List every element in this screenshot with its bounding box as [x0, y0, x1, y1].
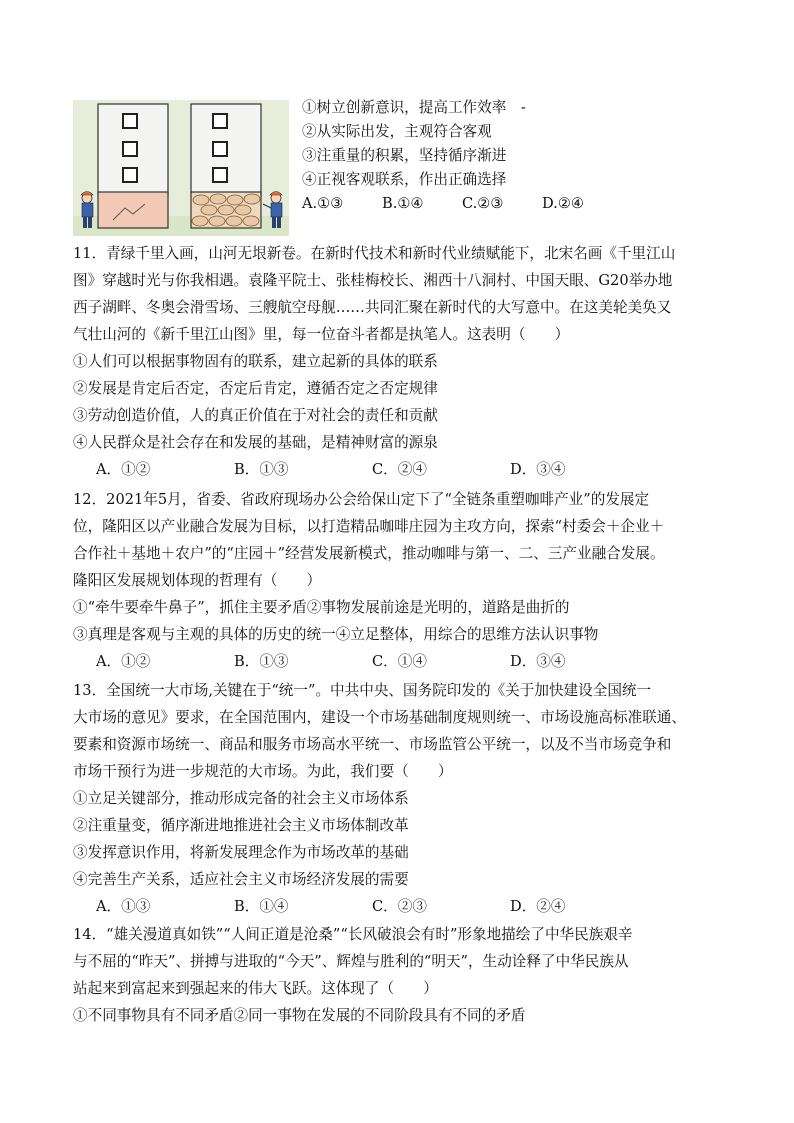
q13-stem: 市场干预行为进一步规范的大市场。为此，我们要（ ）: [73, 763, 453, 780]
q13-statement: ④完善生产关系，适应社会主义市场经济发展的需要: [73, 871, 409, 888]
option-d[interactable]: D．③④: [510, 461, 566, 478]
q13-stem: 13．全国统一大市场,关键在于“统一”。中共中央、国务院印发的《关于加快建设全国统一: [73, 682, 652, 699]
option-a[interactable]: A．①②: [96, 461, 151, 478]
q10-options: [302, 191, 622, 217]
option-d[interactable]: D．③④: [510, 653, 566, 670]
option-b[interactable]: B．①③: [234, 461, 289, 478]
q11-stem: 西子湖畔、冬奥会滑雪场、三艘航空母舰……共同汇聚在新时代的大写意中。在这美轮美奂又: [73, 299, 672, 316]
q14-stem: 站起来到富起来到强起来的伟大飞跃。这体现了（ ）: [73, 980, 438, 997]
q13-options: [96, 894, 648, 920]
q14-stem: 与不屈的“昨天”、拼搏与进取的“今天”、辉煌与胜利的“明天”，生动诠释了中华民族从: [73, 953, 629, 970]
q11-stem: 11．青绿千里入画，山河无垠新卷。在新时代技术和新时代业绩赋能下，北宋名画《千里江山: [73, 245, 676, 262]
q12-stem: 合作社＋基地＋农户”的“庄园＋”经营发展新模式，推动咖啡与第一、二、三产业融合发展。: [73, 545, 665, 562]
q12-stem: 12．2021年5月，省委、省政府现场办公会给保山定下了“全链条重塑咖啡产业”的发展定: [73, 491, 650, 508]
option-c[interactable]: C.②③: [462, 195, 504, 212]
q11-statement: ②发展是肯定后否定，否定后肯定，遵循否定之否定规律: [73, 380, 438, 397]
q11-statement: ③劳动创造价值，人的真正价值在于对社会的责任和贡献: [73, 407, 438, 424]
option-c[interactable]: C．②③: [372, 898, 427, 915]
option-a[interactable]: A．①②: [96, 653, 151, 670]
q10-statement: ②从实际出发，主观符合客观: [302, 123, 492, 140]
q13-statement: ②注重量变，循序渐进地推进社会主义市场体制改革: [73, 817, 409, 834]
option-d[interactable]: D.②④: [542, 195, 584, 212]
q12-statement: ①“牵牛要牵牛鼻子”，抓住主要矛盾②事物发展前途是光明的，道路是曲折的: [73, 599, 570, 616]
q13-stem: 要素和资源市场统一、商品和服务市场高水平统一、市场监管公平统一，以及不当市场竞争和: [73, 736, 672, 753]
option-b[interactable]: B．①③: [234, 653, 289, 670]
q11-stem: 气壮山河的《新千里江山图》里，每一位奋斗者都是执笔人。这表明（ ）: [73, 326, 570, 343]
q11-statement: ①人们可以根据事物固有的联系，建立起新的具体的联系: [73, 353, 438, 370]
option-d[interactable]: D．②④: [510, 898, 566, 915]
option-c[interactable]: C．①④: [372, 653, 427, 670]
q14-stem: 14．“雄关漫道真如铁”“人间正道是沧桑”“长风破浪会有时”形象地描绘了中华民族艰辛: [73, 926, 633, 943]
q11-options: [96, 457, 648, 483]
q13-statement: ①立足关键部分，推动形成完备的社会主义市场体系: [73, 790, 409, 807]
q12-stem: 隆阳区发展规划体现的哲理有（ ）: [73, 572, 322, 589]
q12-statement: ③真理是客观与主观的具体的历史的统一④立足整体，用综合的思维方法认识事物: [73, 626, 599, 643]
buildings-illustration: [73, 100, 289, 236]
option-b[interactable]: B．①④: [234, 898, 289, 915]
option-a[interactable]: A．①③: [96, 898, 151, 915]
q12-options: [96, 649, 648, 675]
q11-statement: ④人民群众是社会存在和发展的基础，是精神财富的源泉: [73, 434, 438, 451]
q11-stem: 图》穿越时光与你我相遇。袁隆平院士、张桂梅校长、湘西十八洞村、中国天眼、G20举办地: [73, 272, 673, 289]
option-a[interactable]: A.①③: [302, 195, 344, 212]
option-c[interactable]: C．②④: [372, 461, 427, 478]
q14-statement: ①不同事物具有不同矛盾②同一事物在发展的不同阶段具有不同的矛盾: [73, 1007, 526, 1024]
q13-stem: 大市场的意见》要求，在全国范围内，建设一个市场基础制度规则统一、市场设施高标准联通、: [73, 709, 686, 726]
q10-statement: ③注重量的积累，坚持循序渐进: [302, 147, 507, 164]
option-b[interactable]: B.①④: [382, 195, 424, 212]
q13-statement: ③发挥意识作用，将新发展理念作为市场改革的基础: [73, 844, 409, 861]
q10-statement: ④正视客观联系，作出正确选择: [302, 171, 507, 188]
q12-stem: 位，隆阳区以产业融合发展为目标，以打造精品咖啡庄园为主攻方向，探索“村委会＋企业＋: [73, 518, 665, 535]
q10-statement: ①树立创新意识，提高工作效率 -: [302, 99, 526, 116]
